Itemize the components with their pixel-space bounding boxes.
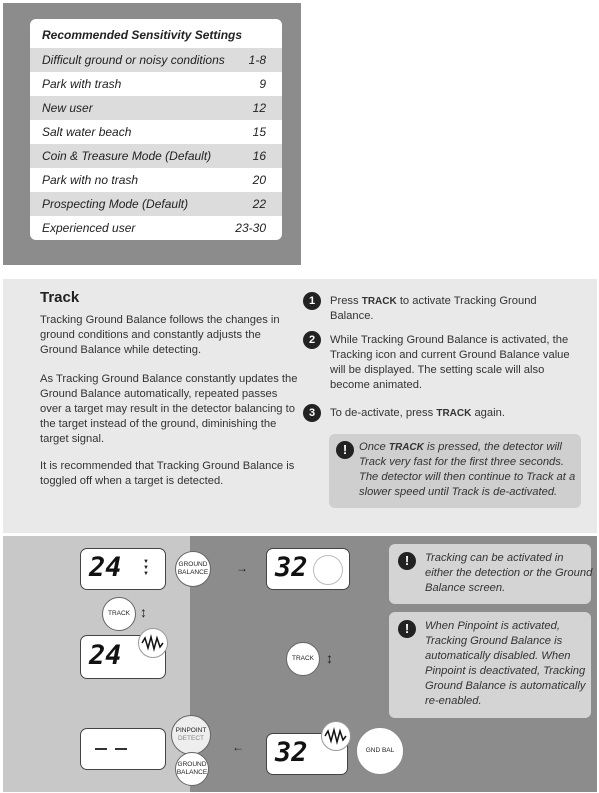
row-label: Experienced user: [42, 221, 136, 235]
tip-box: [389, 612, 591, 718]
step-3: [303, 406, 583, 424]
row-value: 23-30: [235, 221, 266, 235]
row-value: 9: [259, 77, 266, 91]
ground-balance-button[interactable]: GROUND BALANCE: [175, 551, 211, 587]
up-down-arrow-icon: ↕: [326, 650, 333, 666]
lcd-dash: [115, 748, 127, 750]
sensitivity-table: [30, 19, 282, 240]
table-row: [30, 48, 282, 72]
section-title: Track: [40, 289, 80, 306]
table-row: [30, 96, 282, 120]
tip-text: When Pinpoint is activated, Tracking Ground Balance is automatically disabled. When Pinpoint is deactivated, Tracking Ground Balance is automatically re-enabled.: [425, 620, 586, 707]
lcd-digits: 24: [89, 552, 122, 583]
step-number-icon: 1: [303, 292, 321, 310]
lcd-digits: 24: [89, 640, 122, 671]
sensitivity-title: Recommended Sensitivity Settings: [42, 28, 243, 42]
paragraph: It is recommended that Tracking Ground Balance is toggled off when a target is detected.: [40, 460, 295, 487]
track-button[interactable]: TRACK: [102, 597, 136, 631]
lcd-digits: 32: [275, 552, 308, 583]
tracking-wave-icon: [138, 628, 168, 658]
row-value: 22: [252, 197, 266, 211]
lcd-digits: 32: [275, 737, 308, 768]
row-label: Coin & Treasure Mode (Default): [42, 149, 212, 163]
table-row: [30, 216, 282, 240]
note-text: Once TRACK is pressed, the detector will Track very fast for the first three seconds. The detector will then continue to Track at a slower speed until Track is de-activated.: [359, 441, 576, 498]
track-button[interactable]: TRACK: [286, 642, 320, 676]
row-label: New user: [42, 101, 93, 115]
table-row: [30, 168, 282, 192]
track-key: TRACK: [436, 408, 472, 419]
alert-icon: !: [336, 441, 354, 459]
alert-icon: !: [398, 620, 416, 638]
alert-icon: !: [398, 552, 416, 570]
table-row: [30, 192, 282, 216]
ground-balance-scale-icon: [313, 555, 343, 585]
paragraph: As Tracking Ground Balance constantly updates the Ground Balance automatically, repeated passes over a target may result in the detector balancing to the target instead of the ground, diminishing the target signal.: [40, 373, 298, 445]
scale-icon: ▼ ▼ ▼: [143, 559, 149, 577]
gnd-bal-button[interactable]: GND BAL: [357, 728, 403, 774]
table-row: [30, 144, 282, 168]
step-text: Press TRACK to activate Tracking Ground Balance.: [330, 295, 537, 322]
ground-balance-button[interactable]: GROUND BALANCE: [175, 752, 209, 786]
step-text: To de-activate, press TRACK again.: [330, 407, 505, 419]
pinpoint-button[interactable]: PINPOINT DETECT: [171, 715, 211, 755]
step-number-icon: 2: [303, 331, 321, 349]
table-row: [30, 120, 282, 144]
paragraph: Tracking Ground Balance follows the changes in ground conditions and constantly adjusts the Ground Balance while detecting.: [40, 314, 280, 356]
step-text: While Tracking Ground Balance is activated, the Tracking icon and current Ground Balance value will be displayed. The setting scale will also become animated.: [330, 334, 570, 391]
row-label: Prospecting Mode (Default): [42, 197, 189, 211]
row-value: 12: [252, 101, 266, 115]
row-value: 1-8: [248, 53, 266, 67]
step-2: [303, 333, 583, 395]
step-1: [303, 294, 583, 326]
row-value: 15: [252, 125, 266, 139]
tracking-wave-icon: [321, 721, 351, 751]
row-value: 20: [252, 173, 266, 187]
table-row: [30, 72, 282, 96]
arrow-icon: →: [236, 561, 248, 575]
lcd-display: [80, 728, 166, 770]
lcd-dash: [95, 748, 107, 750]
row-label: Salt water beach: [42, 125, 132, 139]
track-section: [3, 279, 597, 533]
row-value: 16: [252, 149, 266, 163]
track-key: TRACK: [388, 442, 424, 453]
arrow-icon: ←: [232, 740, 244, 754]
note-box: [329, 434, 581, 508]
tip-text: Tracking can be activated in either the detection or the Ground Balance screen.: [425, 552, 593, 594]
step-number-icon: 3: [303, 404, 321, 422]
row-label: Park with trash: [42, 77, 122, 91]
tip-box: [389, 544, 591, 604]
row-label: Difficult ground or noisy conditions: [42, 53, 225, 67]
row-label: Park with no trash: [42, 173, 139, 187]
up-down-arrow-icon: ↕: [140, 604, 147, 620]
track-key: TRACK: [361, 296, 397, 307]
lcd-display: [266, 548, 350, 590]
lcd-display: [80, 548, 166, 590]
